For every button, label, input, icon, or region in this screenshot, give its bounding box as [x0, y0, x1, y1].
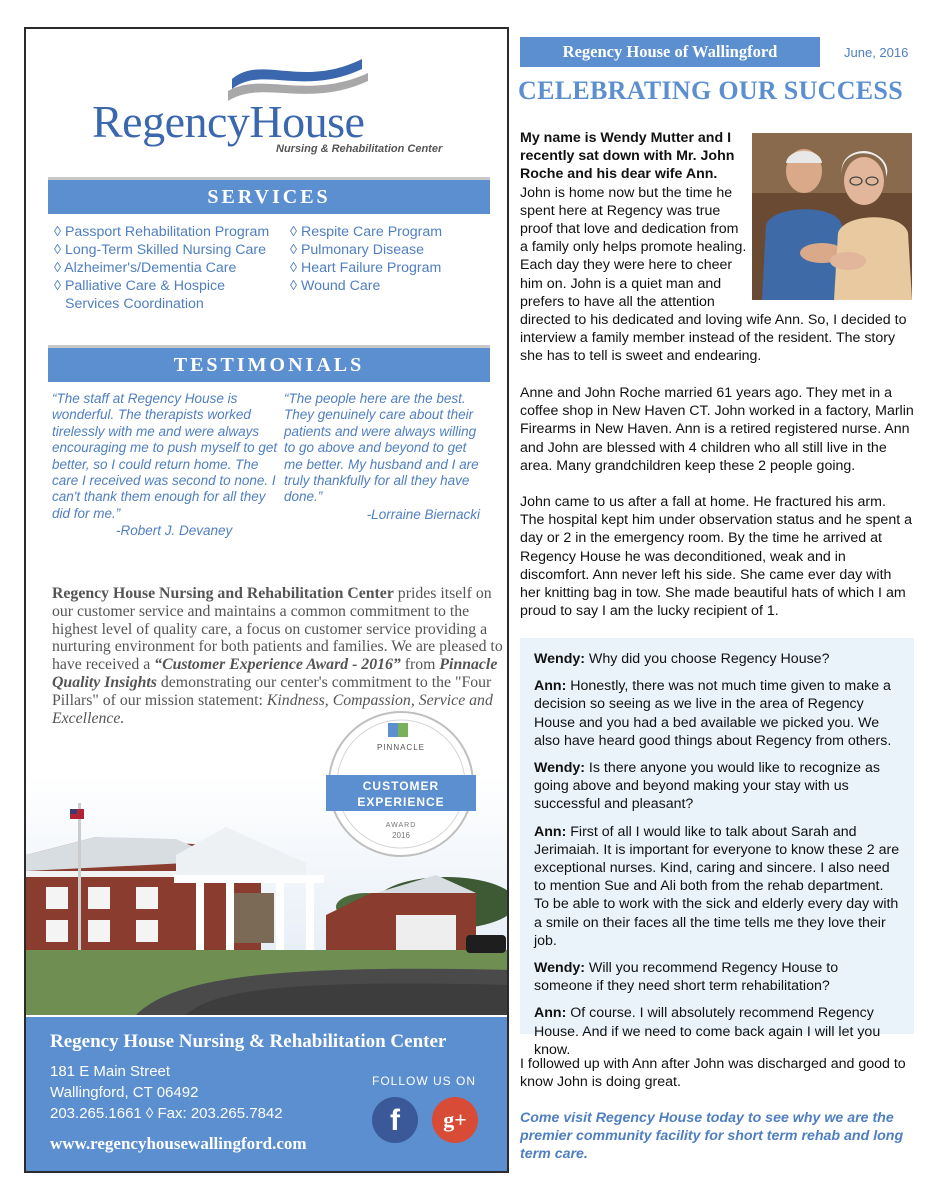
interview-text: First of all I would like to talk about Sarah and Jerimaiah. It is important for everyone to know these 2 are exceptional nurses. Kind, caring and sincere. I also need to mention Sue and Ali both from the rehab department. To be able to work with the sick and elderly every day with a smile on their faces all the time tells me they love their job. [534, 823, 900, 949]
regency-house-logo [92, 43, 462, 173]
award-name: “Customer Experience Award - 2016” [154, 656, 401, 674]
interview-speaker: Ann: [534, 1005, 567, 1022]
service-item: ◊ Respite Care Program [290, 224, 443, 240]
issue-date: June, 2016 [844, 45, 909, 60]
article-paragraph: John came to us after a fall at home. He fractured his arm. The hospital kept him under observation status and he spent a day or 2 in the emergency room. By the time he arrived at Regency House he was deconditioned, weak and in discomfort. Ann never left his side. She came ever day with her knitting bag in tow. She made beautiful hats of which I am proud to say I am the lucky recipient of 1. [520, 494, 912, 620]
interview-entry [534, 759, 900, 814]
footer-website-link[interactable]: www.regencyhousewallingford.com [50, 1134, 307, 1153]
service-item: ◊ Pulmonary Disease [290, 242, 424, 258]
couple-photo [752, 133, 912, 300]
interview-speaker: Ann: [534, 678, 567, 695]
promo-body: prides itself on our customer service and maintains a common commitment to the highest level of quality care, a focus on customer service providing a nurturing environment for both patients and families. We are pleased to have received a [52, 585, 503, 674]
award-line-2: EXPERIENCE [357, 795, 445, 809]
testimonial-text: “The people here are the best. They genuinely care about their patients and were always willing to go above and beyond to get me better. My husband and I are truly thankfully for all they have done.” [284, 391, 479, 505]
logo-subtitle: Nursing & Rehabilitation Center [276, 143, 443, 155]
interview-entry [534, 650, 900, 668]
promo-body: demonstrating our center's commitment to the "Four Pillars" of our mission statement: [52, 673, 492, 709]
customer-experience-award-badge [326, 709, 476, 859]
award-year: 2016 [392, 831, 410, 840]
call-to-action: Come visit Regency House today to see why we are the premier community facility for short term rehab and long term care. [520, 1110, 904, 1163]
interview-speaker: Ann: [534, 823, 567, 840]
intro-bold: My name is Wendy Mutter and I recently sat down with Mr. John Roche and his dear wife Ann. [520, 130, 735, 183]
advertisement-panel [24, 27, 509, 1173]
service-item: Services Coordination [65, 296, 204, 312]
interview-entry [534, 677, 900, 750]
footer-address: 181 E Main Street [50, 1063, 171, 1080]
services-heading: SERVICES [48, 180, 490, 214]
service-item: ◊ Wound Care [290, 278, 381, 294]
testimonials-heading: TESTIMONIALS [48, 348, 490, 382]
logo-name: RegencyHouse [92, 96, 365, 147]
interview-entry [534, 959, 900, 995]
services-list-right [290, 223, 442, 295]
facebook-icon[interactable]: f [372, 1097, 418, 1143]
footer-facility-name: Regency House Nursing & Rehabilitation Center [50, 1031, 447, 1052]
article-paragraph: Anne and John Roche married 61 years ago. They met in a coffee shop in New Haven CT. John worked in a factory, Marlin Firearms in New Haven. Ann is a retired registered nurse. Ann and John are blessed with 4 children who all still live in the area. Many grandchildren keep these 2 people going. [520, 385, 914, 474]
award-line-1: CUSTOMER [362, 779, 440, 793]
intro-text: John is home now but the time he spent here at Regency was true proof that love and dedication from a family only helps promote healing. Each day they were here to cheer him on. John is a quiet man and prefers to have all the attention [520, 184, 747, 310]
follow-us-label: FOLLOW US ON [372, 1074, 477, 1088]
interview-text: Honestly, there was not much time given to make a decision so seeing as we live in the area of Regency House and you had a bed available we picked you. We also have heard good things about Regency from others. [534, 678, 892, 749]
contact-footer [26, 1017, 509, 1173]
service-item: ◊ Passport Rehabilitation Program [54, 224, 270, 240]
interview-entry [534, 1004, 900, 1059]
testimonial-author: -Lorraine Biernacki [366, 506, 480, 522]
interview-box [520, 638, 914, 1058]
footer-city: Wallingford, CT 06492 [50, 1084, 199, 1101]
testimonial-author: -Robert J. Devaney [116, 523, 233, 539]
service-item: ◊ Long-Term Skilled Nursing Care [54, 242, 267, 258]
interview-text: Is there anyone you would like to recognize as going above and beyond making your stay with us successful and pleasant? [534, 760, 880, 813]
interview-speaker: Wendy: [534, 960, 585, 977]
service-item: ◊ Alzheimer's/Dementia Care [54, 260, 237, 276]
service-item: ◊ Palliative Care & Hospice [54, 278, 226, 294]
award-line-3: AWARD [385, 822, 417, 829]
service-item: ◊ Heart Failure Program [290, 260, 442, 276]
award-organization: Pinnacle Quality Insights [52, 656, 498, 691]
services-list-left [54, 223, 269, 313]
award-brand: PINNACLE [376, 743, 425, 752]
testimonial-quote [284, 391, 484, 523]
promo-lead: Regency House Nursing and Rehabilitation Center [52, 585, 394, 602]
google-plus-icon[interactable]: g+ [432, 1097, 478, 1143]
interview-speaker: Wendy: [534, 760, 585, 777]
promo-body: from [400, 656, 440, 674]
interview-entry [534, 823, 900, 950]
footer-phone: 203.265.1661 ◊ Fax: 203.265.7842 [50, 1105, 283, 1122]
interview-text: Will you recommend Regency House to someone if they need short term rehabilitation? [534, 960, 839, 995]
testimonial-quote [52, 391, 280, 540]
interview-text: Why did you choose Regency House? [584, 651, 830, 667]
interview-speaker: Wendy: [534, 651, 585, 667]
interview-text: Of course. I will absolutely recommend Regency House. And if we need to come back again I will let you know. [534, 1005, 881, 1058]
article-closing: I followed up with Ann after John was discharged and good to know John is doing great. [520, 1056, 906, 1091]
newsletter-header: Regency House of Wallingford [520, 37, 820, 67]
article-paragraph: directed to his dedicated and loving wife Ann. So, I decided to interview a family member instead of the resident. The story she has to tell is sweet and endearing. [520, 312, 907, 365]
mission-pillars: Kindness, Compassion, Service and Excellence. [52, 691, 493, 727]
promo-text [52, 585, 509, 727]
article-intro [520, 129, 750, 311]
article-headline: CELEBRATING OUR SUCCESS [518, 76, 903, 105]
testimonial-text: “The staff at Regency House is wonderful. The therapists worked tirelessly with me and were always encouraging me to push myself to get better, so I could return home. The care I received was second to none. I can't thank them enough for all they did for me.” [52, 391, 278, 521]
